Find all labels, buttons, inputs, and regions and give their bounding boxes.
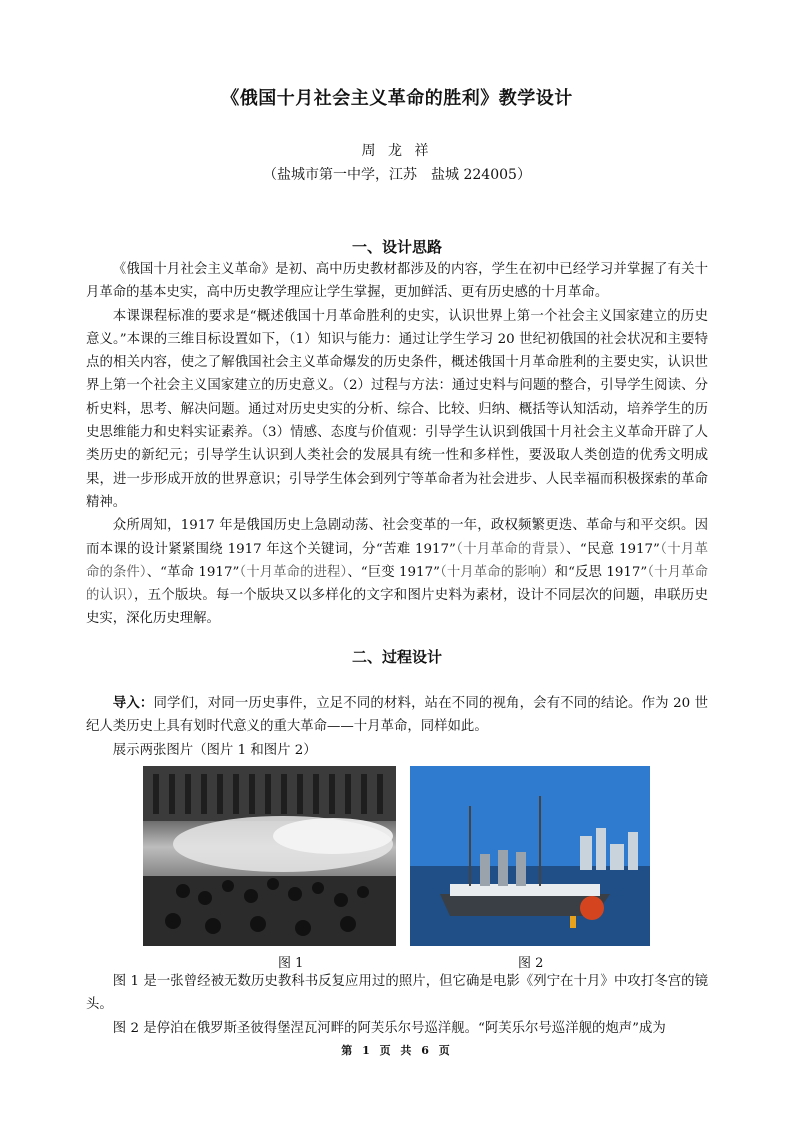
section-heading-process-design: 二、过程设计 bbox=[351, 648, 442, 666]
text-run: （十月革命的条件） bbox=[86, 541, 708, 580]
text-run: （十月革命的背景） bbox=[455, 541, 567, 557]
text-run: （十月革命的进程） bbox=[239, 564, 348, 580]
section-heading-design-ideas: 一、设计思路 bbox=[351, 238, 442, 256]
paragraph bbox=[86, 514, 708, 630]
page-footer: 第 1 页 共 6 页 bbox=[341, 1044, 453, 1057]
author-name: 周 龙 祥 bbox=[361, 143, 433, 159]
author-affiliation: （盐城市第一中学，江苏 盐城 224005） bbox=[263, 167, 531, 183]
text-run: 、“民意 1917” bbox=[566, 541, 660, 557]
text-run: 、“革命 1917” bbox=[146, 564, 240, 580]
figure-2-caption: 图 2 bbox=[518, 956, 544, 971]
paragraph: 本课课程标准的要求是“概述俄国十月革命胜利的史实，认识世界上第一个社会主义国家建立的历史意义。”本课的三维目标设置如下，（1）知识与能力：通过让学生学习 20 世纪初俄国的社会状况和主要特点的相关内容，使之了解俄国社会主义革命爆发的历史条件，概述俄国十月革命胜利的主要史实，认识世界上第一个社会主义国家建立的历史意义。（2）过程与方法：通过史料与问题的整合，引导学生阅读、分析史料，思考、解决问题。通过对历史史实的分析、综合、比较、归纳、概括等认知活动，培养学生的历史思维能力和史料实证素养。（3）情感、态度与价值观：引导学生认识到俄国十月社会主义革命开辟了人类历史的新纪元；引导学生认识到人类社会的发展具有统一性和多样性，要汲取人类创造的优秀文明成果，进一步形成开放的世界意识；引导学生体会到列宁等革命者为社会进步、人民幸福而积极探索的革命精神。 bbox=[86, 308, 708, 510]
intro-text: 同学们，对同一历史事件，立足不同的材料，站在不同的视角，会有不同的结论。作为 20 世纪人类历史上具有划时代意义的重大革命——十月革命，同样如此。 bbox=[86, 696, 708, 735]
figure-1-caption: 图 1 bbox=[278, 956, 304, 971]
text-run: （十月革命的认识） bbox=[86, 564, 708, 604]
paragraph: 图 2 是停泊在俄罗斯圣彼得堡涅瓦河畔的阿芙乐尔号巡洋舰。“阿芙乐尔号巡洋舰的炮声”成为 bbox=[112, 1020, 666, 1036]
paragraph: 图 1 是一张曾经被无数历史教科书反复应用过的照片，但它确是电影《列宁在十月》中攻打冬宫的镜头。 bbox=[86, 974, 708, 1013]
text-run: （十月革命的影响） bbox=[439, 564, 555, 580]
text-run: ，五个版块。每一个版块又以多样化的文字和图片史料为素材，设计不同层次的问题，串联历史史实，深化历史理解。 bbox=[86, 588, 708, 627]
paragraph bbox=[86, 692, 708, 739]
document-title: 《俄国十月社会主义革命的胜利》教学设计 bbox=[221, 88, 573, 109]
intro-label: 导入： bbox=[112, 695, 154, 711]
storming-winter-palace-image bbox=[143, 766, 396, 946]
text-run: 和“反思 1917” bbox=[554, 564, 648, 580]
aurora-cruiser-image bbox=[410, 766, 650, 946]
paragraph: 《俄国十月社会主义革命》是初、高中历史教材都涉及的内容，学生在初中已经学习并掌握了有关十月革命的基本史实，高中历史教学理应让学生掌握，更加鲜活、更有历史感的十月革命。 bbox=[86, 262, 708, 301]
text-run: 、“巨变 1917” bbox=[347, 564, 440, 580]
figure-description-body bbox=[86, 970, 708, 1040]
figure-1-photo bbox=[143, 766, 396, 946]
figure-2-photo bbox=[410, 766, 650, 946]
paragraph: 展示两张图片（图片 1 和图片 2） bbox=[112, 742, 317, 758]
figure-row bbox=[0, 766, 794, 946]
section-design-ideas-body bbox=[86, 258, 708, 631]
text-run: 众所周知，1917 年是俄国历史上急剧动荡、社会变革的一年，政权频繁更迭、革命与和平交织。因而本课的设计紧紧围绕 1917 年这个关键词，分“苦难 1917” bbox=[86, 518, 708, 557]
section-process-design-body bbox=[86, 692, 708, 762]
